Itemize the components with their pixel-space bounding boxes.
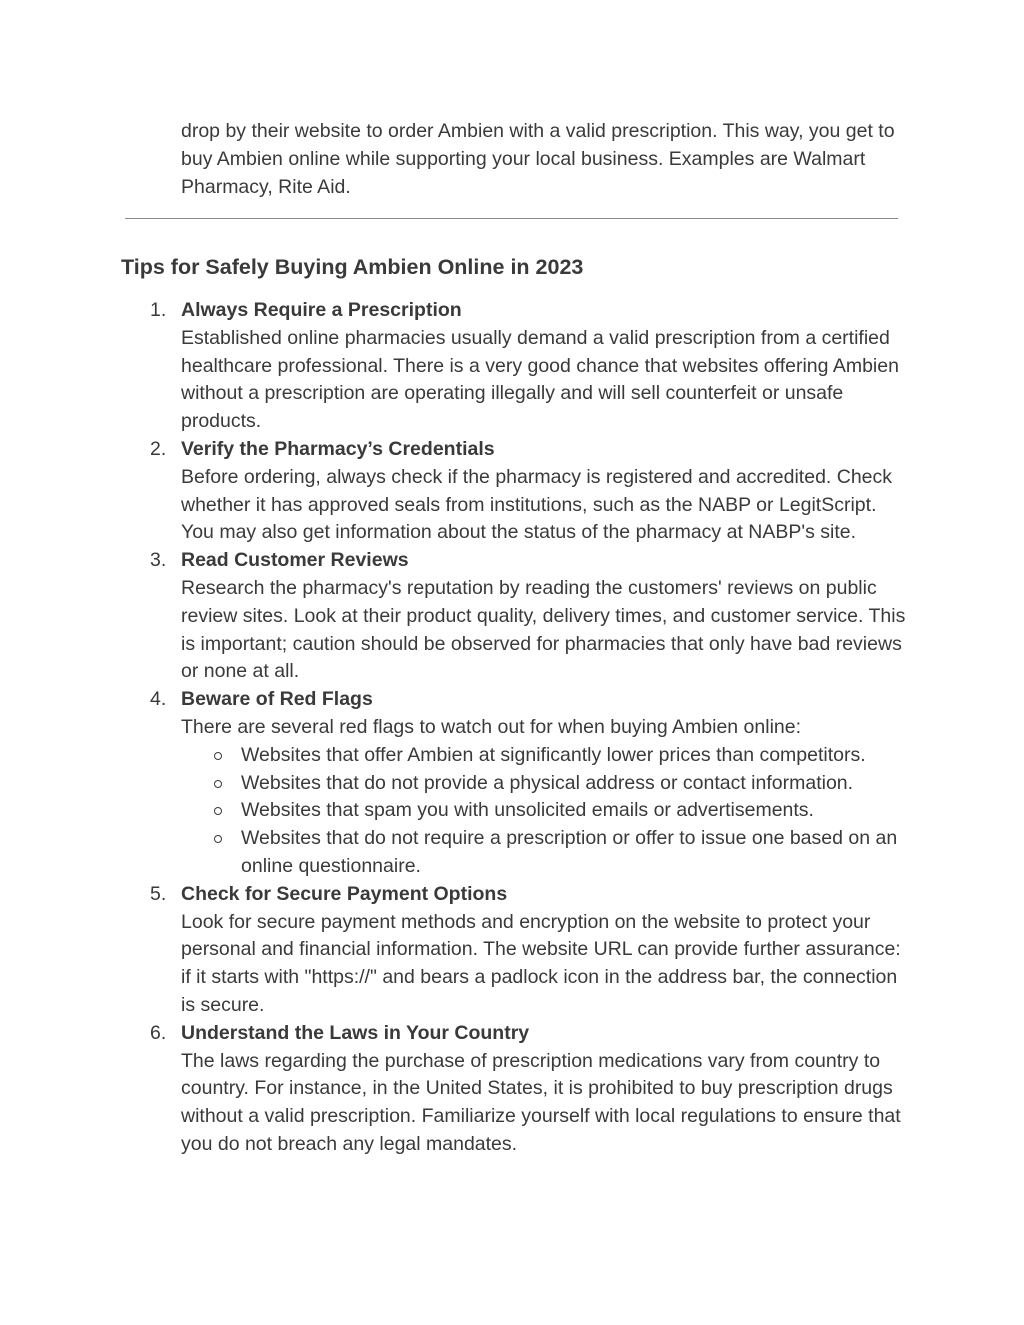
red-flag-item xyxy=(181,770,910,798)
tip-number: 6. xyxy=(150,1021,167,1044)
tip-item xyxy=(150,547,910,686)
tip-body: Look for secure payment methods and encryption on the website to protect your personal and financial information. The website URL can provide further assurance: if it starts with "https://" and bears a padlock icon in the address bar, the connection is secure. xyxy=(181,910,901,1016)
red-flag-item xyxy=(181,797,910,825)
tip-number: 3. xyxy=(150,549,167,572)
hollow-circle-bullet-icon xyxy=(214,780,222,788)
tip-body: Established online pharmacies usually demand a valid prescription from a certified healthcare professional. There is a very good chance that websites offering Ambien without a prescription are operating illegally and will sell counterfeit or unsafe products. xyxy=(181,326,899,433)
hollow-circle-bullet-icon xyxy=(214,752,222,760)
tip-title: Verify the Pharmacy’s Credentials xyxy=(181,437,495,460)
red-flag-text: Websites that spam you with unsolicited emails or advertisements. xyxy=(241,799,814,822)
red-flags-list xyxy=(181,742,910,881)
hollow-circle-bullet-icon xyxy=(214,835,222,843)
red-flag-item xyxy=(181,742,910,770)
tip-title: Understand the Laws in Your Country xyxy=(181,1021,530,1044)
section-heading: Tips for Safely Buying Ambien Online in 2023 xyxy=(121,255,584,279)
tip-body: Research the pharmacy's reputation by reading the customers' reviews on public review sites. Look at their product quality, delivery times, and customer service. This is important; caution should be observed for pharmacies that only have bad reviews or none at all. xyxy=(181,576,906,683)
hollow-circle-bullet-icon xyxy=(214,807,222,815)
red-flag-item xyxy=(181,825,910,881)
tip-number: 5. xyxy=(150,882,167,905)
tip-body: There are several red flags to watch out for when buying Ambien online: xyxy=(181,715,802,738)
tips-list xyxy=(150,297,910,1159)
tip-title: Check for Secure Payment Options xyxy=(181,882,508,905)
horizontal-divider xyxy=(125,218,898,219)
tip-number: 2. xyxy=(150,437,167,460)
tip-title: Always Require a Prescription xyxy=(181,299,462,321)
tip-body: The laws regarding the purchase of prescription medications vary from country to country. For instance, in the United States, it is prohibited to buy prescription drugs without a valid prescription. Familiarize yourself with local regulations to ensure that you do not breach any legal mandates. xyxy=(181,1049,901,1155)
tip-title: Beware of Red Flags xyxy=(181,688,373,711)
red-flag-text: Websites that do not provide a physical address or contact information. xyxy=(241,771,854,794)
tip-item xyxy=(150,1020,910,1159)
red-flag-text: Websites that offer Ambien at significantly lower prices than competitors. xyxy=(241,743,866,766)
tip-body: Before ordering, always check if the pharmacy is registered and accredited. Check whether it has approved seals from institutions, such as the NABP or LegitScript. You may also get information about the status of the pharmacy at NABP's site. xyxy=(181,465,893,544)
tip-title: Read Customer Reviews xyxy=(181,549,409,572)
tip-item xyxy=(150,436,910,547)
tip-item xyxy=(150,881,910,1020)
tip-number: 1. xyxy=(150,299,167,321)
tip-item xyxy=(150,297,910,436)
tip-number: 4. xyxy=(150,688,167,711)
red-flag-text: Websites that do not require a prescription or offer to issue one based on an online questionnaire. xyxy=(241,827,898,877)
intro-paragraph: drop by their website to order Ambien with a valid prescription. This way, you get to buy Ambien online while supporting your local business. Examples are Walmart Pharmacy, Rite Aid. xyxy=(181,120,895,198)
tip-item xyxy=(150,686,910,881)
